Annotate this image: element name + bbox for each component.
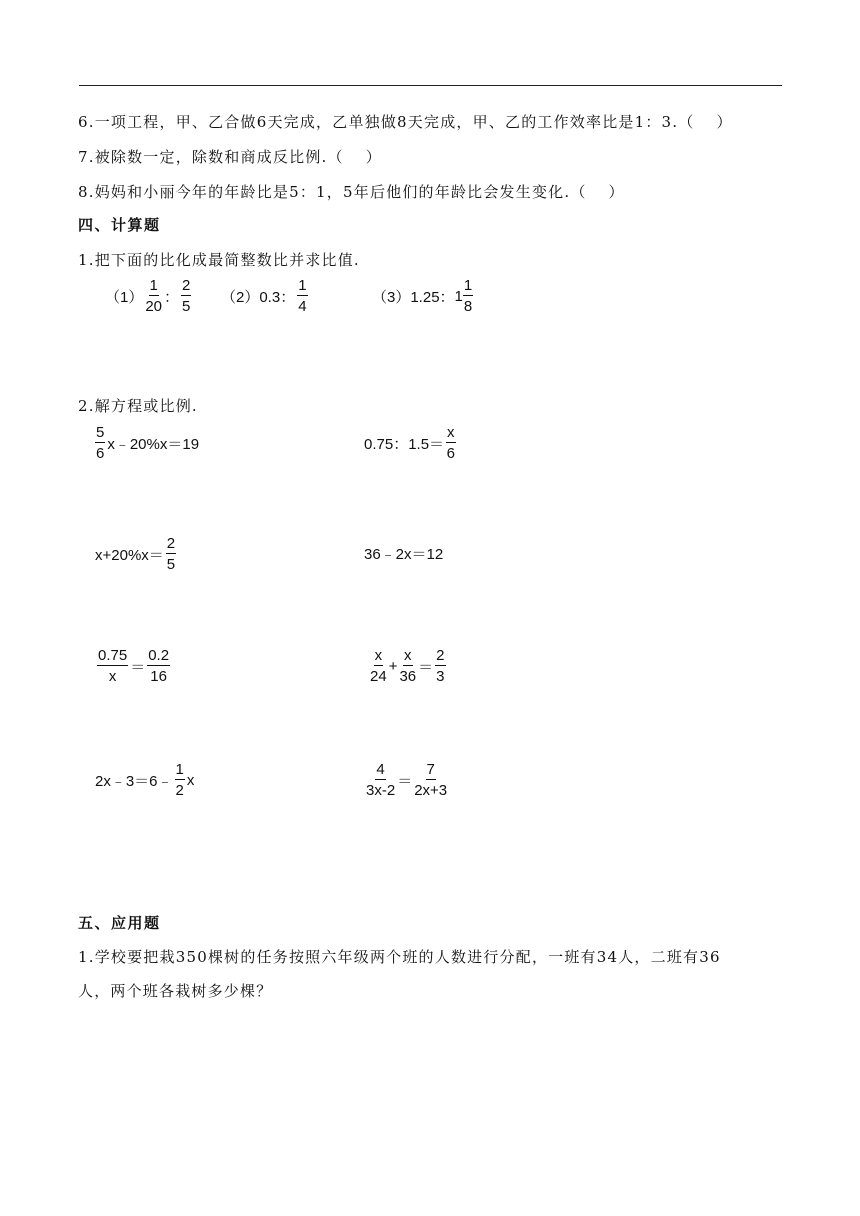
equation-2: 0.75：1.5＝ $\frac{x}{6}$ [364,424,455,462]
equation-8: $\frac{4}{3x-2}$ ＝ $\frac{7}{2x+3}$ [366,761,448,799]
equation-7: 2x﹣3＝6﹣ $\frac{1}{2}$ x [95,761,195,799]
mixed-number: 1 $\frac{1}{8}$ [454,277,473,315]
header-rule [79,85,782,86]
section-title-application: 五、应用题 [78,914,161,932]
fraction: $\frac{1}{4}$ [298,277,307,315]
section-title-calculation: 四、计算题 [78,216,161,234]
equation-4: 36﹣2x＝12 [364,546,444,563]
equation-1: $\frac{5}{6}$ x﹣20%x＝19 [96,424,200,462]
fraction: $\frac{1}{20}$ [145,277,163,315]
ratio-part-1: （1） $\frac{1}{20}$ ： $\frac{2}{5}$ [105,277,191,315]
calc-question-1: 1.把下面的比化成最简整数比并求比值. [78,251,360,269]
equation-6: $\frac{x}{24}$ + $\frac{x}{36}$ ＝ $\frac{2}{3}$ [370,647,445,685]
judge-question-7: 7.被除数一定，除数和商成反比例.（ ） [78,148,382,166]
application-question-1-line-1: 1.学校要把栽350棵树的任务按照六年级两个班的人数进行分配，一班有34人，二班有36 [78,948,721,966]
judge-question-6: 6.一项工程，甲、乙合做6天完成，乙单独做8天完成，甲、乙的工作效率比是1：3.（ ） [78,113,733,131]
ratio-part-3: （3）1.25： 1 $\frac{1}{8}$ [372,278,475,314]
application-question-1-line-2: 人，两个班各栽树多少棵？ [78,982,273,1000]
equation-3: x+20%x＝ $\frac{2}{5}$ [95,535,176,573]
equation-5: $\frac{0.75}{x}$ ＝ $\frac{0.2}{16}$ [98,647,170,685]
fraction: $\frac{2}{5}$ [182,277,191,315]
calc-question-2: 2.解方程或比例. [78,397,198,415]
judge-question-8: 8.妈妈和小丽今年的年龄比是5：1，5年后他们的年龄比会发生变化.（ ） [78,183,625,201]
ratio-part-2: （2）0.3： $\frac{1}{4}$ [221,277,307,315]
